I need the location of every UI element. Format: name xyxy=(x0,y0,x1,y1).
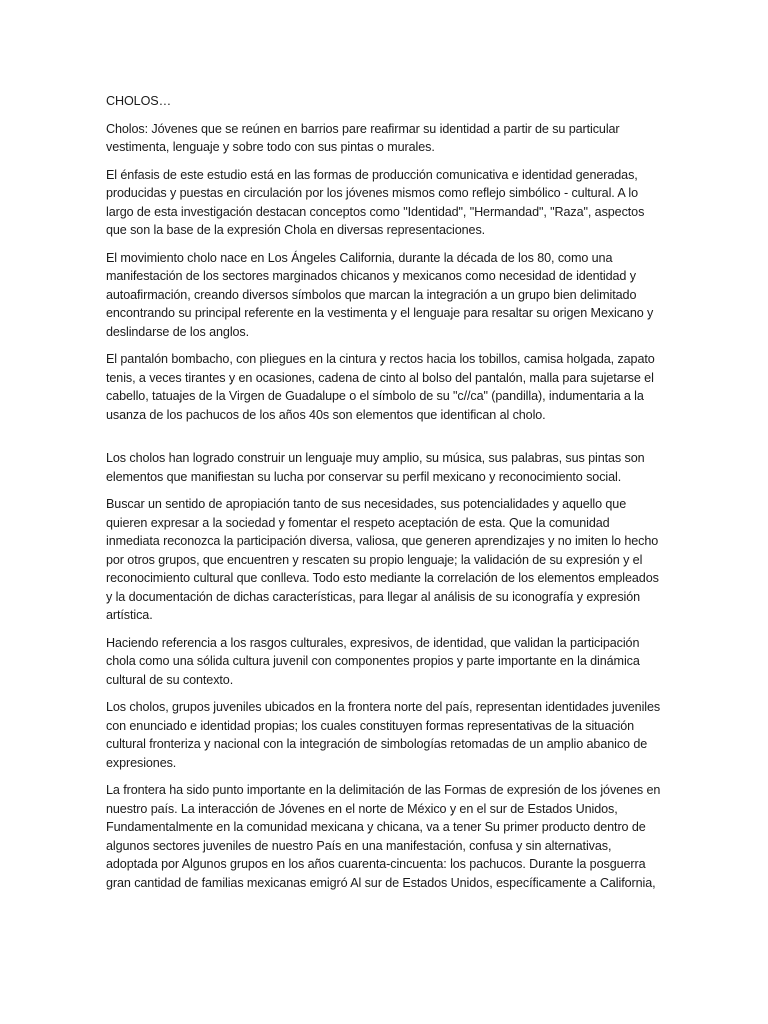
paragraph-definition: Cholos: Jóvenes que se reúnen en barrios pare reafirmar su identidad a partir de su particular vestimenta, lenguaje y sobre todo con sus pintas o murales. xyxy=(106,121,620,154)
paragraph-border-groups: Los cholos, grupos juveniles ubicados en la frontera norte del país, representan identidades juveniles con enunciado e identidad propias; los cuales constituyen formas representativas de la situación cultural fronteriza y nacional con la integración de simbologías retomadas de un amplio abanico de expresiones. xyxy=(106,700,661,770)
paragraph-movement-origin: El movimiento cholo nace en Los Ángeles California, durante la década de los 80, como una manifestación de los sectores marginados chicanos y mexicanos como necesidad de identidad y autoafirmación, creando diversos símbolos que marcan la integración a un grupo bien delimitado encontrando su principal referente en la vestimenta y el lenguaje para resaltar su origen Mexicano y deslindarse de los anglos. xyxy=(106,250,654,339)
paragraph-study-emphasis: El énfasis de este estudio está en las formas de producción comunicativa e identidad generadas, producidas y puestas en circulación por los jóvenes mismos como reflejo simbólico - cultural. A lo largo de esta investigación destacan conceptos como "Identidad", "Hermandad", "Raza", aspectos que son la base de la expresión Chola en diversas representaciones. xyxy=(106,167,645,237)
paragraph-clothing: El pantalón bombacho, con pliegues en la cintura y rectos hacia los tobillos, camisa holgada, zapato tenis, a veces tirantes y en ocasiones, cadena de cinto al bolso del pantalón, malla para sujetarse el cabello, tatuajes de la Virgen de Guadalupe o el símbolo de su "c//ca" (pandilla), indumentaria a la usanza de los pachucos de los años 40s son elementos que identifican al cholo. xyxy=(106,352,655,422)
paragraph-cultural-traits: Haciendo referencia a los rasgos culturales, expresivos, de identidad, que validan la participación chola como una sólida cultura juvenil con componentes propios y parte importante en la dinámica cultural de su contexto. xyxy=(106,635,640,687)
paragraph-border-history: La frontera ha sido punto importante en la delimitación de las Formas de expresión de los jóvenes en nuestro país. La interacción de Jóvenes en el norte de México y en el sur de Estados Unidos, Fundamentalmente en la comunidad mexicana y chicana, va a tener Su primer producto dentro de algunos sectores juveniles de nuestro País en una manifestación, confusa y sin alternativas, adoptada por Algunos grupos en los años cuarenta-cincuenta: los pachucos. Durante la posguerra gran cantidad de familias mexicanas emigró Al sur de Estados Unidos, específicamente a California, xyxy=(106,783,661,890)
document-body xyxy=(106,92,666,901)
document-heading: CHOLOS… xyxy=(106,94,172,108)
paragraph-language: Los cholos han logrado construir un lenguaje muy amplio, su música, sus palabras, sus pintas son elementos que manifiestan su lucha por conservar su perfil mexicano y reconocimiento social. xyxy=(106,451,645,484)
paragraph-appropriation: Buscar un sentido de apropiación tanto de sus necesidades, sus potencialidades y aquello que quieren expresar a la sociedad y fomentar el respeto aceptación de esta. Que la comunidad inmediata reconozca la participación diversa, valiosa, que generen aprendizajes y no imiten lo hecho por otros grupos, que encuentren y rescaten su propio lenguaje; la validación de su expresión y el reconocimiento cultural que conlleva. Todo esto mediante la correlación de los elementos empleados y la documentación de dichas características, para llegar al análisis de su iconografía y expresión artística. xyxy=(106,497,659,622)
